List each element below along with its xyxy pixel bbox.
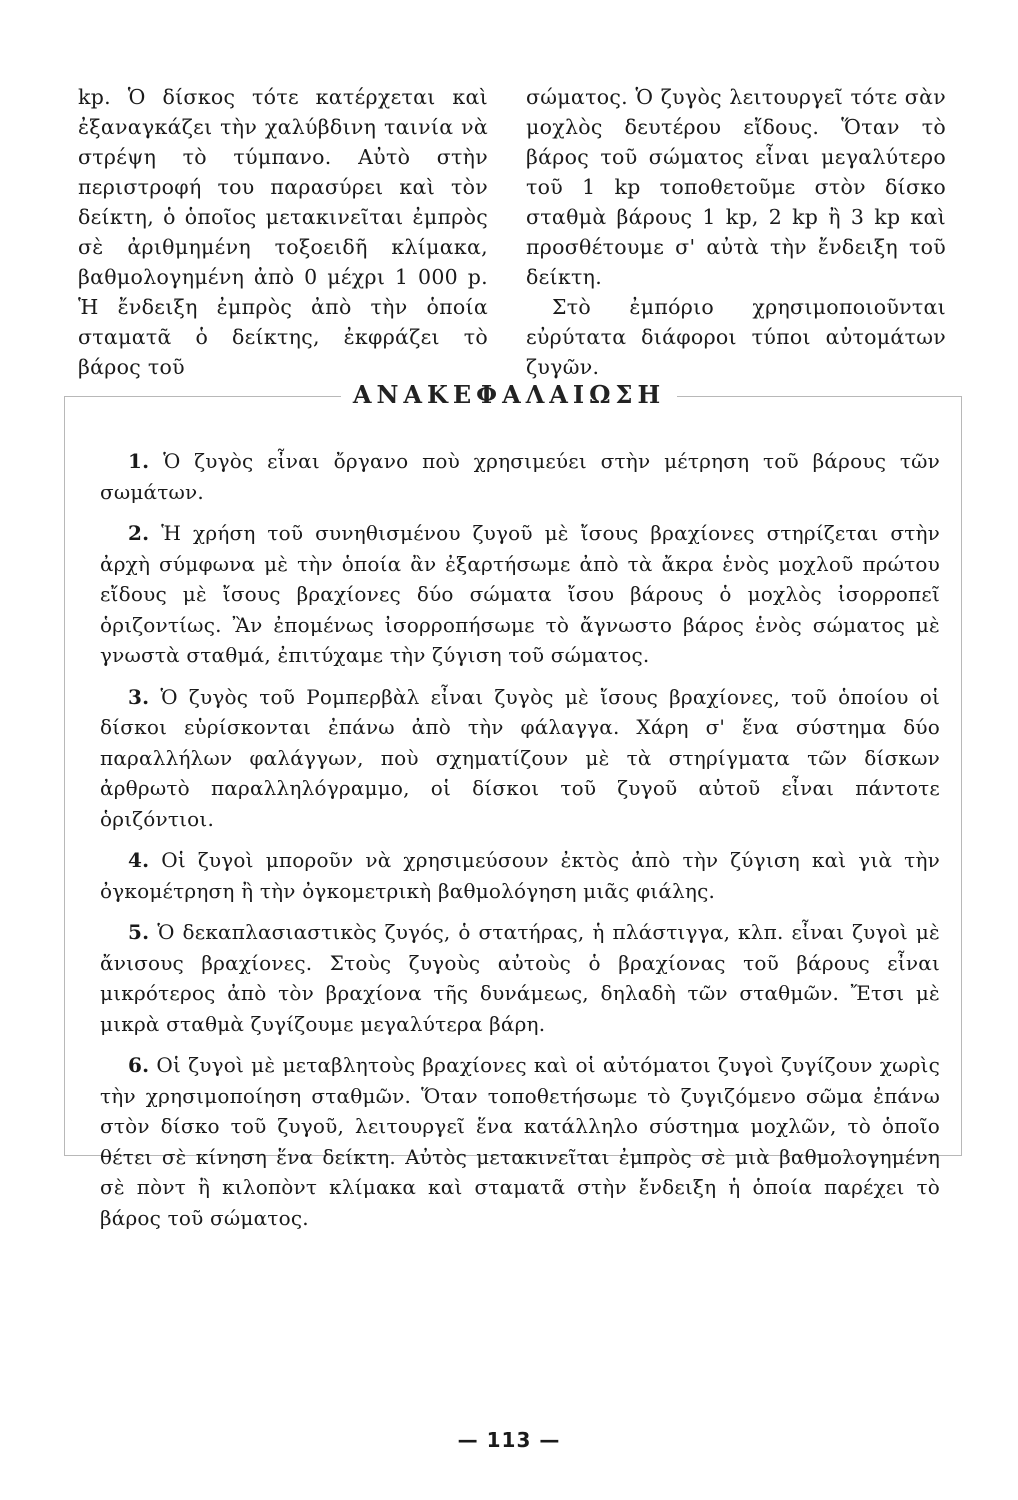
body-paragraph: kp. Ὁ δίσκος τότε κατέρχεται καὶ ἐξαναγκάζει τὴν χαλύβδινη ταινία νὰ στρέψη τὸ τύμπανο. Αὐτὸ στὴν περιστροφή του παρασύρει καὶ τὸν δείκτη, ὁ ὁποῖος μετακινεῖται ἐμπρὸς σὲ ἀριθμημένη τοξοειδῆ κλίμακα, βαθμολογημένη ἀπὸ 0 μέχρι 1 000 p. Ἡ ἔνδειξη ἐμπρὸς ἀπὸ τὴν ὁποία σταματᾶ ὁ δείκτης, ἐκφράζει τὸ βάρος τοῦ [78,85,488,379]
summary-item-number: 1. [128,449,150,473]
summary-item-number: 6. [128,1053,150,1077]
summary-item-3 [100,682,940,835]
summary-item-number: 3. [128,684,150,709]
body-paragraph: σώματος. Ὁ ζυγὸς λειτουργεῖ τότε σὰν μοχλὸς δευτέρου εἴδους. Ὅταν τὸ βάρος τοῦ σώματος εἶναι μεγαλύτερο τοῦ 1 kp τοποθετοῦμε στὸν δίσκο σταθμὰ βάρους 1 kp, 2 kp ἢ 3 kp καὶ προσθέτουμε σ' αὐτὰ τὴν ἔνδειξη τοῦ δείκτη. [526,85,946,289]
body-paragraph: Στὸ ἐμπόριο χρησιμοποιοῦνται εὐρύτατα διάφοροι τύποι αὐτομάτων ζυγῶν. [526,295,946,379]
summary-item-number: 5. [128,920,150,944]
summary-item-text: Οἱ ζυγοὶ μποροῦν νὰ χρησιμεύσουν ἐκτὸς ἀπὸ τὴν ζύγιση καὶ γιὰ τὴν ὀγκομέτρηση ἢ τὴν ὀγκομετρικὴ βαθμολόγηση μιᾶς φιάλης. [100,848,940,903]
summary-item-text: Ὁ δεκαπλασιαστικὸς ζυγός, ὁ στατήρας, ἡ πλάστιγγα, κλπ. εἶναι ζυγοὶ μὲ ἄνισους βραχίονες. Στοὺς ζυγοὺς αὐτοὺς ὁ βραχίονας τοῦ βάρους εἶναι μικρότερος ἀπὸ τὸν βραχίονα τῆς δυνάμεως, δηλαδὴ τῶν σταθμῶν. Ἔτσι μὲ μικρὰ σταθμὰ ζυγίζουμε μεγαλύτερα βάρη. [100,920,940,1036]
summary-item-text: Ἡ χρήση τοῦ συνηθισμένου ζυγοῦ μὲ ἴσους βραχίονες στηρίζεται στὴν ἀρχὴ σύμφωνα μὲ τὴν ὁποία ἂν ἐξαρτήσωμε ἀπὸ τὰ ἄκρα ἑνὸς μοχλοῦ πρώτου εἴδους μὲ ἴσους βραχίονες δύο σώματα ἴσου βάρους ὁ μοχλὸς ἰσορροπεῖ ὁριζοντίως. Ἂν ἐπομένως ἰσορροπήσωμε τὸ ἄγνωστο βάρος ἑνὸς σώματος μὲ γνωστὰ σταθμά, ἐπιτύχαμε τὴν ζύγιση τοῦ σώματος. [100,521,940,667]
summary-heading-text: ΑΝΑΚΕΦΑΛΑΙΩΣΗ [341,380,677,409]
summary-item-number: 2. [128,521,150,545]
summary-item-text: Ὁ ζυγὸς εἶναι ὄργανο ποὺ χρησιμεύει στὴν μέτρηση τοῦ βάρους τῶν σωμάτων. [100,449,940,504]
summary-item-text: Οἱ ζυγοὶ μὲ μεταβλητοὺς βραχίονες καὶ οἱ αὐτόματοι ζυγοὶ ζυγίζουν χωρὶς τὴν χρησιμοποίηση σταθμῶν. Ὅταν τοποθετήσωμε τὸ ζυγιζόμενο σῶμα ἐπάνω στὸν δίσκο τοῦ ζυγοῦ, λειτουργεῖ ἕνα κατάλληλο σύστημα μοχλῶν, τὸ ὁποῖο θέτει σὲ κίνηση ἕνα δείκτη. Αὐτὸς μετακινεῖται ἐμπρὸς σὲ μιὰ βαθμολογημένη σὲ πὸντ ἢ κιλοπὸντ κλίμακα καὶ σταματᾶ στὴν ἔνδειξη ἡ ὁποία παρέχει τὸ βάρος τοῦ σώματος. [100,1053,940,1230]
left-column [78,82,488,382]
summary-item-number: 4. [128,848,150,872]
summary-item-6 [100,1050,940,1233]
summary-item-2 [100,518,940,671]
summary-item-4 [100,845,940,906]
summary-item-1 [100,446,940,507]
page-number: — 113 — [457,1428,561,1452]
summary-heading [0,380,1018,409]
summary-item-text: Ὁ ζυγὸς τοῦ Ρομπερβὰλ εἶναι ζυγὸς μὲ ἴσους βραχίονες, τοῦ ὁποίου οἱ δίσκοι εὑρίσκονται ἐπάνω ἀπὸ τὴν φάλαγγα. Χάρη σ' ἕνα σύστημα δύο παραλλήλων φαλάγγων, ποὺ σχηματίζουν μὲ τὰ στηρίγματα τῶν δίσκων ἀρθρωτὸ παραλληλόγραμμο, οἱ δίσκοι τοῦ ζυγοῦ αὐτοῦ εἶναι πάντοτε ὁριζόντιοι. [100,684,941,831]
summary-list [100,446,940,1244]
summary-item-5 [100,917,940,1039]
right-column [526,82,946,382]
